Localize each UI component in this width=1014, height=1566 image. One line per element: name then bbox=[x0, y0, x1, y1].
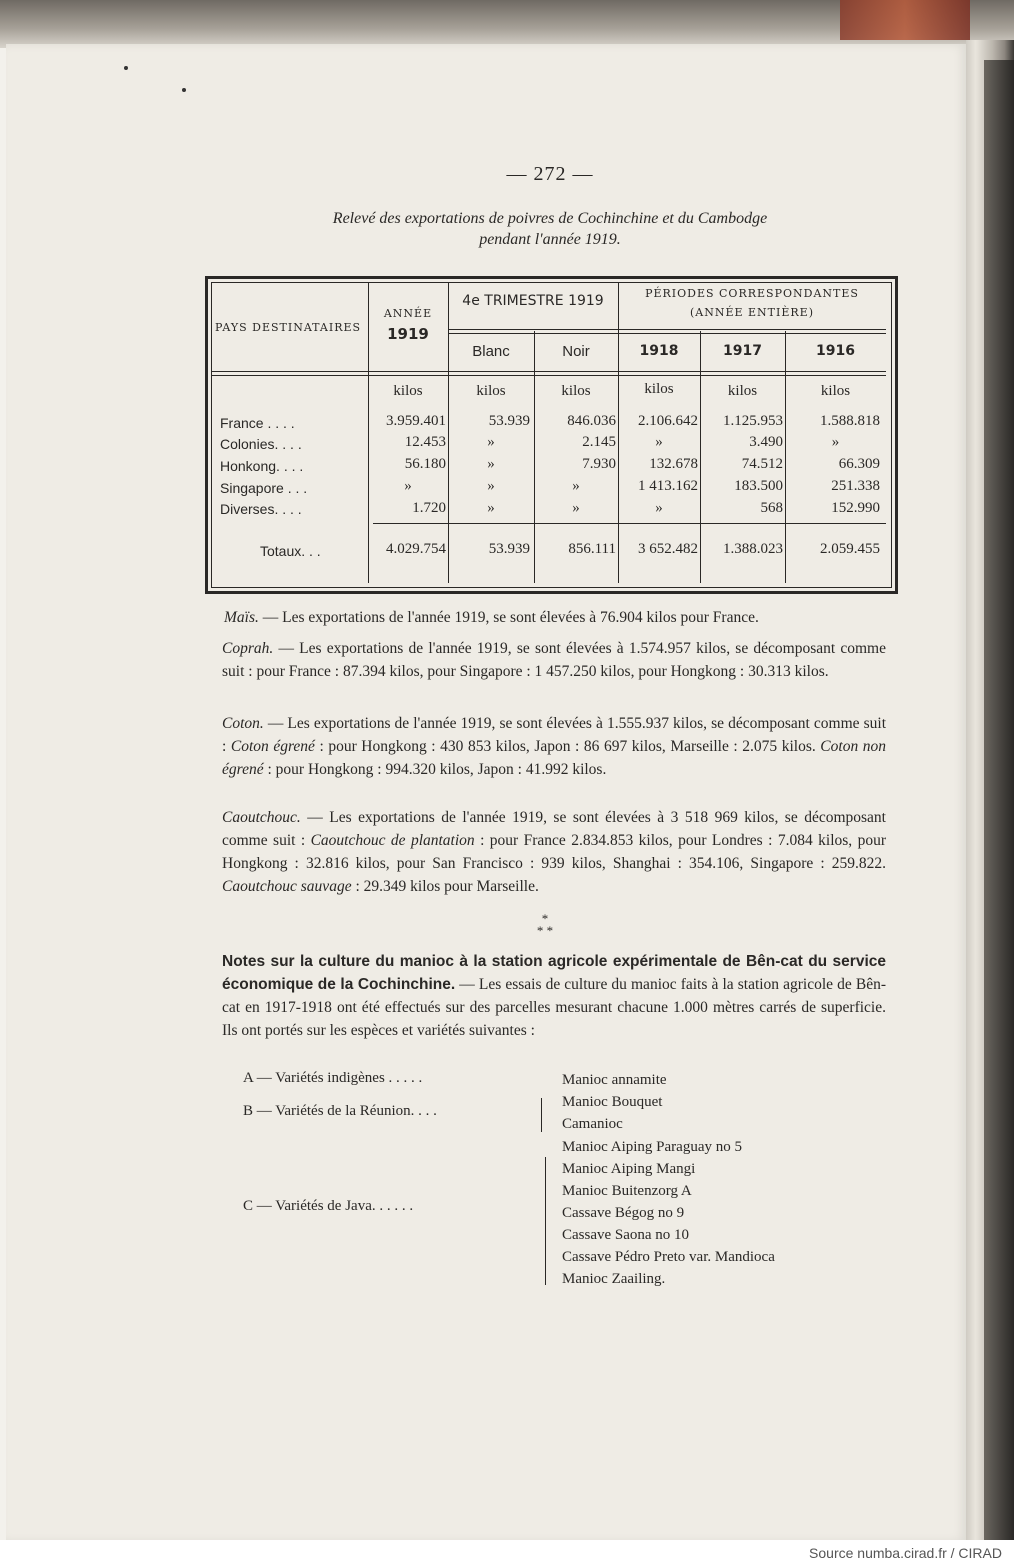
cell-noir: » bbox=[572, 500, 580, 516]
row-rule bbox=[212, 375, 886, 376]
cell-1916: 251.338 bbox=[831, 478, 880, 494]
asterism-top: * bbox=[541, 911, 549, 926]
pepper-export-table bbox=[205, 276, 898, 594]
unit-1916: kilos bbox=[820, 383, 851, 399]
total-1917: 1.388.023 bbox=[723, 541, 783, 557]
notes-heading: Notes sur la culture du manioc à la station agricole expérimentale de Bên-cat du service économique de la Cochinchine. bbox=[222, 953, 886, 993]
variety-item: Camanioc bbox=[562, 1116, 623, 1132]
header-annee-year: 1919 bbox=[387, 325, 429, 343]
cell-annee: 12.453 bbox=[404, 434, 446, 450]
asterism-bottom: * * bbox=[536, 923, 554, 938]
unit-noir: kilos bbox=[561, 383, 591, 399]
cell-1918: » bbox=[655, 434, 663, 450]
cell-1917: 74.512 bbox=[741, 456, 783, 472]
row-rule bbox=[448, 333, 618, 334]
italic-coton-egrene: Coton égrené bbox=[230, 738, 315, 755]
cell-1917: 3.490 bbox=[749, 434, 783, 450]
cell-blanc: » bbox=[487, 478, 495, 494]
variety-item: Manioc annamite bbox=[562, 1072, 667, 1088]
paragraph-manioc-notes bbox=[222, 950, 886, 1042]
cell-blanc: » bbox=[487, 434, 495, 450]
variety-label-c: C — Variétés de Java. . . . . . bbox=[243, 1198, 414, 1214]
text-caoutchouc-3: : 29.349 kilos pour Marseille. bbox=[351, 878, 539, 895]
paragraph-caoutchouc bbox=[222, 806, 886, 898]
row-rule bbox=[448, 329, 618, 330]
brace-b bbox=[541, 1098, 542, 1132]
text-coton-3: : pour Hongkong : 994.320 kilos, Japon : 41.992 kilos. bbox=[263, 761, 607, 778]
variety-item: Manioc Bouquet bbox=[562, 1094, 663, 1110]
header-noir: Noir bbox=[562, 343, 590, 360]
heading-caoutchouc: Caoutchouc. bbox=[222, 809, 301, 826]
variety-item: Manioc Buitenzorg A bbox=[562, 1183, 692, 1199]
cell-1918: 132.678 bbox=[649, 456, 698, 472]
cell-annee: 56.180 bbox=[404, 456, 446, 472]
variety-label-b: B — Variétés de la Réunion. . . . bbox=[243, 1103, 437, 1119]
header-1917: 1917 bbox=[723, 343, 762, 359]
row-rule bbox=[618, 333, 886, 334]
table-caption bbox=[240, 208, 860, 250]
header-periodes-2: (ANNÉE ENTIÈRE) bbox=[689, 306, 814, 319]
row-rule bbox=[618, 329, 886, 330]
paragraph-coton bbox=[222, 712, 886, 781]
variety-item: Cassave Pédro Preto var. Mandioca bbox=[562, 1249, 775, 1265]
cell-annee: » bbox=[404, 478, 412, 494]
notes-text: — Les essais de culture du manioc faits à la station agricole de Bên-cat en 1917-1918 ont été effectués sur des parcelles mesurant chacune 1.000 mètres carrés de superficie. Ils ont portés sur les espèces et variétés suivantes : bbox=[222, 976, 886, 1039]
binding-ribbon bbox=[840, 0, 970, 40]
heading-coton: Coton. bbox=[222, 715, 264, 732]
cell-noir: 7.930 bbox=[582, 456, 616, 472]
cell-annee: 1.720 bbox=[412, 500, 446, 516]
page-sheet bbox=[6, 44, 968, 1542]
col-rule bbox=[448, 283, 449, 583]
header-1916: 1916 bbox=[816, 343, 855, 359]
text-mais: — Les exportations de l'année 1919, se sont élevées à 76.904 kilos pour France. bbox=[258, 609, 759, 626]
text-coton-2: : pour Hongkong : 430 853 kilos, Japon : 86 697 kilos, Marseille : 2.075 kilos. bbox=[314, 738, 821, 755]
total-blanc: 53.939 bbox=[488, 541, 530, 557]
row-rule bbox=[212, 371, 886, 372]
heading-mais: Maïs. bbox=[224, 609, 259, 626]
caption-line-1: Relevé des exportations de poivres de Cochinchine et du Cambodge bbox=[332, 210, 768, 227]
cell-1916: 1.588.818 bbox=[820, 413, 880, 429]
cell-blanc: » bbox=[487, 500, 495, 516]
brace-c bbox=[545, 1157, 546, 1285]
row-label-colonies: Colonies. . . . bbox=[220, 436, 302, 452]
row-label-totaux: Totaux. . . bbox=[260, 543, 321, 559]
header-blanc: Blanc bbox=[472, 343, 510, 360]
variety-item: Manioc Aiping Paraguay no 5 bbox=[562, 1139, 742, 1155]
total-1918: 3 652.482 bbox=[638, 541, 698, 557]
paragraph-mais bbox=[222, 606, 886, 629]
source-credit: Source numba.cirad.fr / CIRAD bbox=[809, 1545, 1002, 1561]
text-caoutchouc-2: : pour France 2.834.853 kilos, pour Londres : 7.084 kilos, pour Hongkong : 32.816 kilos, pour San Francisco : 939 kilos, Shanghai : 354.106, Singapore : 259.822. bbox=[222, 832, 886, 872]
variety-item: Manioc Aiping Mangi bbox=[562, 1161, 696, 1177]
text-coton-1: — Les exportations de l'année 1919, se sont élevées à 1.555.937 kilos, se décomposant comme suit : bbox=[222, 715, 886, 755]
header-trimestre: 4e TRIMESTRE 1919 bbox=[462, 293, 604, 309]
header-periodes-1: PÉRIODES CORRESPONDANTES bbox=[645, 287, 859, 300]
cell-1918: 2.106.642 bbox=[638, 413, 698, 429]
totals-rule bbox=[373, 523, 886, 524]
cell-1917: 1.125.953 bbox=[723, 413, 783, 429]
cell-noir: 846.036 bbox=[567, 413, 616, 429]
cell-1917: 183.500 bbox=[734, 478, 783, 494]
heading-coprah: Coprah. bbox=[222, 640, 274, 657]
variety-label-a: A — Variétés indigènes . . . . . bbox=[243, 1070, 423, 1086]
speck bbox=[182, 88, 186, 92]
cell-blanc: » bbox=[487, 456, 495, 472]
italic-caoutchouc-plantation: Caoutchouc de plantation bbox=[310, 832, 475, 849]
unit-blanc: kilos bbox=[476, 383, 506, 399]
row-label-honkong: Honkong. . . . bbox=[220, 458, 304, 474]
cell-noir: » bbox=[572, 478, 580, 494]
total-1916: 2.059.455 bbox=[820, 541, 880, 557]
col-rule bbox=[618, 283, 619, 583]
cell-blanc: 53.939 bbox=[488, 413, 530, 429]
variety-item: Cassave Bégog no 9 bbox=[562, 1205, 685, 1221]
total-annee: 4.029.754 bbox=[386, 541, 446, 557]
total-noir: 856.111 bbox=[568, 541, 616, 557]
text-coprah: — Les exportations de l'année 1919, se sont élevées à 1.574.957 kilos, se décomposant comme suit : pour France : 87.394 kilos, pour Singapore : 1 457.250 kilos, pour Hongkong : 30.313 kilos. bbox=[222, 640, 886, 680]
row-label-france: France . . . . bbox=[220, 415, 295, 431]
cell-1917: 568 bbox=[760, 500, 783, 516]
variety-item: Cassave Saona no 10 bbox=[562, 1227, 690, 1243]
caption-line-2: pendant l'année 1919. bbox=[479, 231, 621, 248]
unit-1918: kilos bbox=[644, 381, 674, 397]
paragraph-coprah bbox=[222, 637, 886, 683]
cell-1918: 1 413.162 bbox=[638, 478, 698, 494]
cell-annee: 3.959.401 bbox=[386, 413, 446, 429]
row-label-singapore: Singapore . . . bbox=[220, 480, 308, 496]
text-caoutchouc-1: — Les exportations de l'année 1919, se sont élevées à 3 518 969 kilos, se décomposant comme suit : bbox=[222, 809, 886, 849]
cell-noir: 2.145 bbox=[582, 434, 616, 450]
header-pays: PAYS DESTINATAIRES bbox=[214, 321, 362, 334]
cell-1916: 152.990 bbox=[831, 500, 880, 516]
unit-annee: kilos bbox=[393, 383, 423, 399]
page-number: — 272 — bbox=[506, 163, 594, 185]
italic-coton-non-egrene: Coton non égrené bbox=[222, 738, 886, 778]
cell-1916: 66.309 bbox=[838, 456, 880, 472]
cell-1916: » bbox=[831, 434, 840, 450]
header-1918: 1918 bbox=[639, 343, 679, 359]
variety-item: Manioc Zaailing. bbox=[562, 1271, 666, 1287]
row-label-diverses: Diverses. . . . bbox=[220, 501, 302, 517]
cell-1918: » bbox=[655, 500, 663, 516]
italic-caoutchouc-sauvage: Caoutchouc sauvage bbox=[222, 878, 352, 895]
book-spine-shadow bbox=[984, 60, 1014, 1540]
unit-1917: kilos bbox=[727, 383, 758, 399]
header-annee: ANNÉE bbox=[383, 307, 433, 320]
speck bbox=[124, 66, 128, 70]
